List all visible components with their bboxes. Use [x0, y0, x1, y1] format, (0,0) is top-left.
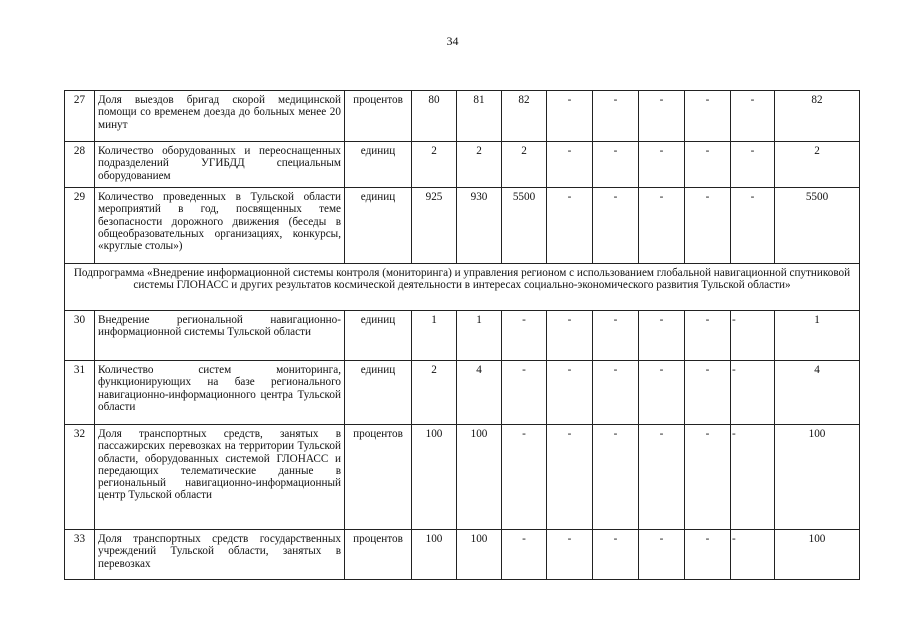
value-cell: 1 [457, 311, 502, 361]
value-cell: - [685, 142, 731, 188]
value-cell: - [731, 425, 775, 530]
value-cell: - [731, 311, 775, 361]
value-cell: 5500 [502, 188, 547, 264]
value-cell: - [547, 425, 593, 530]
value-cell: 2 [412, 361, 457, 425]
value-cell: - [731, 142, 775, 188]
value-cell: - [502, 311, 547, 361]
indicator-name: Внедрение региональной навигационно-информационной системы Тульской области [95, 311, 345, 361]
value-cell: - [639, 188, 685, 264]
value-cell: 100 [412, 425, 457, 530]
value-cell: - [685, 361, 731, 425]
value-cell: - [593, 530, 639, 580]
table-row [65, 530, 860, 580]
row-number: 32 [65, 425, 95, 530]
table-row [65, 425, 860, 530]
value-cell: - [593, 188, 639, 264]
value-cell: - [593, 361, 639, 425]
unit-cell: единиц [345, 361, 412, 425]
value-cell: 1 [412, 311, 457, 361]
value-cell: - [639, 425, 685, 530]
unit-cell: единиц [345, 188, 412, 264]
value-cell: 4 [457, 361, 502, 425]
value-cell: 100 [412, 530, 457, 580]
value-cell: 100 [457, 425, 502, 530]
row-number: 30 [65, 311, 95, 361]
row-number: 33 [65, 530, 95, 580]
indicator-name: Количество проведенных в Тульской области мероприятий в год, посвященных теме безопасности дорожного движения (беседы в общеобразовательных организациях, конкурсы, «круглые столы») [95, 188, 345, 264]
value-cell: - [502, 361, 547, 425]
value-cell: 81 [457, 91, 502, 142]
subprogram-row [65, 264, 860, 311]
table-row [65, 361, 860, 425]
final-value-cell: 2 [775, 142, 860, 188]
row-number: 28 [65, 142, 95, 188]
final-value-cell: 1 [775, 311, 860, 361]
value-cell: - [731, 361, 775, 425]
final-value-cell: 4 [775, 361, 860, 425]
indicators-table [64, 90, 860, 580]
value-cell: 80 [412, 91, 457, 142]
value-cell: - [547, 361, 593, 425]
value-cell: - [639, 530, 685, 580]
value-cell: - [639, 361, 685, 425]
unit-cell: единиц [345, 311, 412, 361]
value-cell: - [731, 530, 775, 580]
value-cell: - [502, 530, 547, 580]
indicator-name: Количество систем мониторинга, функционирующих на базе регионального навигационно-информационного центра Тульской области [95, 361, 345, 425]
value-cell: - [685, 311, 731, 361]
value-cell: 82 [502, 91, 547, 142]
indicator-name: Доля транспортных средств, занятых в пассажирских перевозках на территории Тульской области, оборудованных системой ГЛОНАСС и передающих телематические данные в региональный навигационно-информационный центр Тульской области [95, 425, 345, 530]
final-value-cell: 5500 [775, 188, 860, 264]
value-cell: 925 [412, 188, 457, 264]
value-cell: 2 [457, 142, 502, 188]
unit-cell: процентов [345, 530, 412, 580]
value-cell: - [593, 142, 639, 188]
value-cell: 100 [457, 530, 502, 580]
value-cell: - [593, 91, 639, 142]
table-row [65, 142, 860, 188]
value-cell: - [731, 188, 775, 264]
indicator-name: Доля выездов бригад скорой медицинской помощи со временем доезда до больных менее 20 минут [95, 91, 345, 142]
value-cell: - [639, 91, 685, 142]
table-row [65, 311, 860, 361]
value-cell: - [547, 530, 593, 580]
value-cell: - [685, 91, 731, 142]
unit-cell: единиц [345, 142, 412, 188]
row-number: 31 [65, 361, 95, 425]
value-cell: - [685, 188, 731, 264]
value-cell: 2 [412, 142, 457, 188]
value-cell: - [731, 91, 775, 142]
value-cell: - [547, 142, 593, 188]
value-cell: 2 [502, 142, 547, 188]
row-number: 27 [65, 91, 95, 142]
value-cell: - [685, 425, 731, 530]
unit-cell: процентов [345, 425, 412, 530]
indicator-name: Доля транспортных средств государственных учреждений Тульской области, занятых в перевозках [95, 530, 345, 580]
unit-cell: процентов [345, 91, 412, 142]
indicator-name: Количество оборудованных и переоснащенных подразделений УГИБДД специальным оборудованием [95, 142, 345, 188]
subprogram-title: Подпрограмма «Внедрение информационной системы контроля (мониторинга) и управления регионом с использованием глобальной навигационной спутниковой системы ГЛОНАСС и других результатов космической деятельности в интересах социально-экономического развития Тульской области» [65, 264, 860, 311]
row-number: 29 [65, 188, 95, 264]
value-cell: - [547, 311, 593, 361]
value-cell: - [593, 311, 639, 361]
table-row [65, 188, 860, 264]
final-value-cell: 100 [775, 530, 860, 580]
value-cell: - [593, 425, 639, 530]
value-cell: - [547, 188, 593, 264]
value-cell: - [502, 425, 547, 530]
value-cell: - [639, 311, 685, 361]
table-row [65, 91, 860, 142]
final-value-cell: 82 [775, 91, 860, 142]
final-value-cell: 100 [775, 425, 860, 530]
value-cell: - [547, 91, 593, 142]
page-number: 34 [446, 34, 459, 48]
value-cell: - [685, 530, 731, 580]
value-cell: - [639, 142, 685, 188]
value-cell: 930 [457, 188, 502, 264]
